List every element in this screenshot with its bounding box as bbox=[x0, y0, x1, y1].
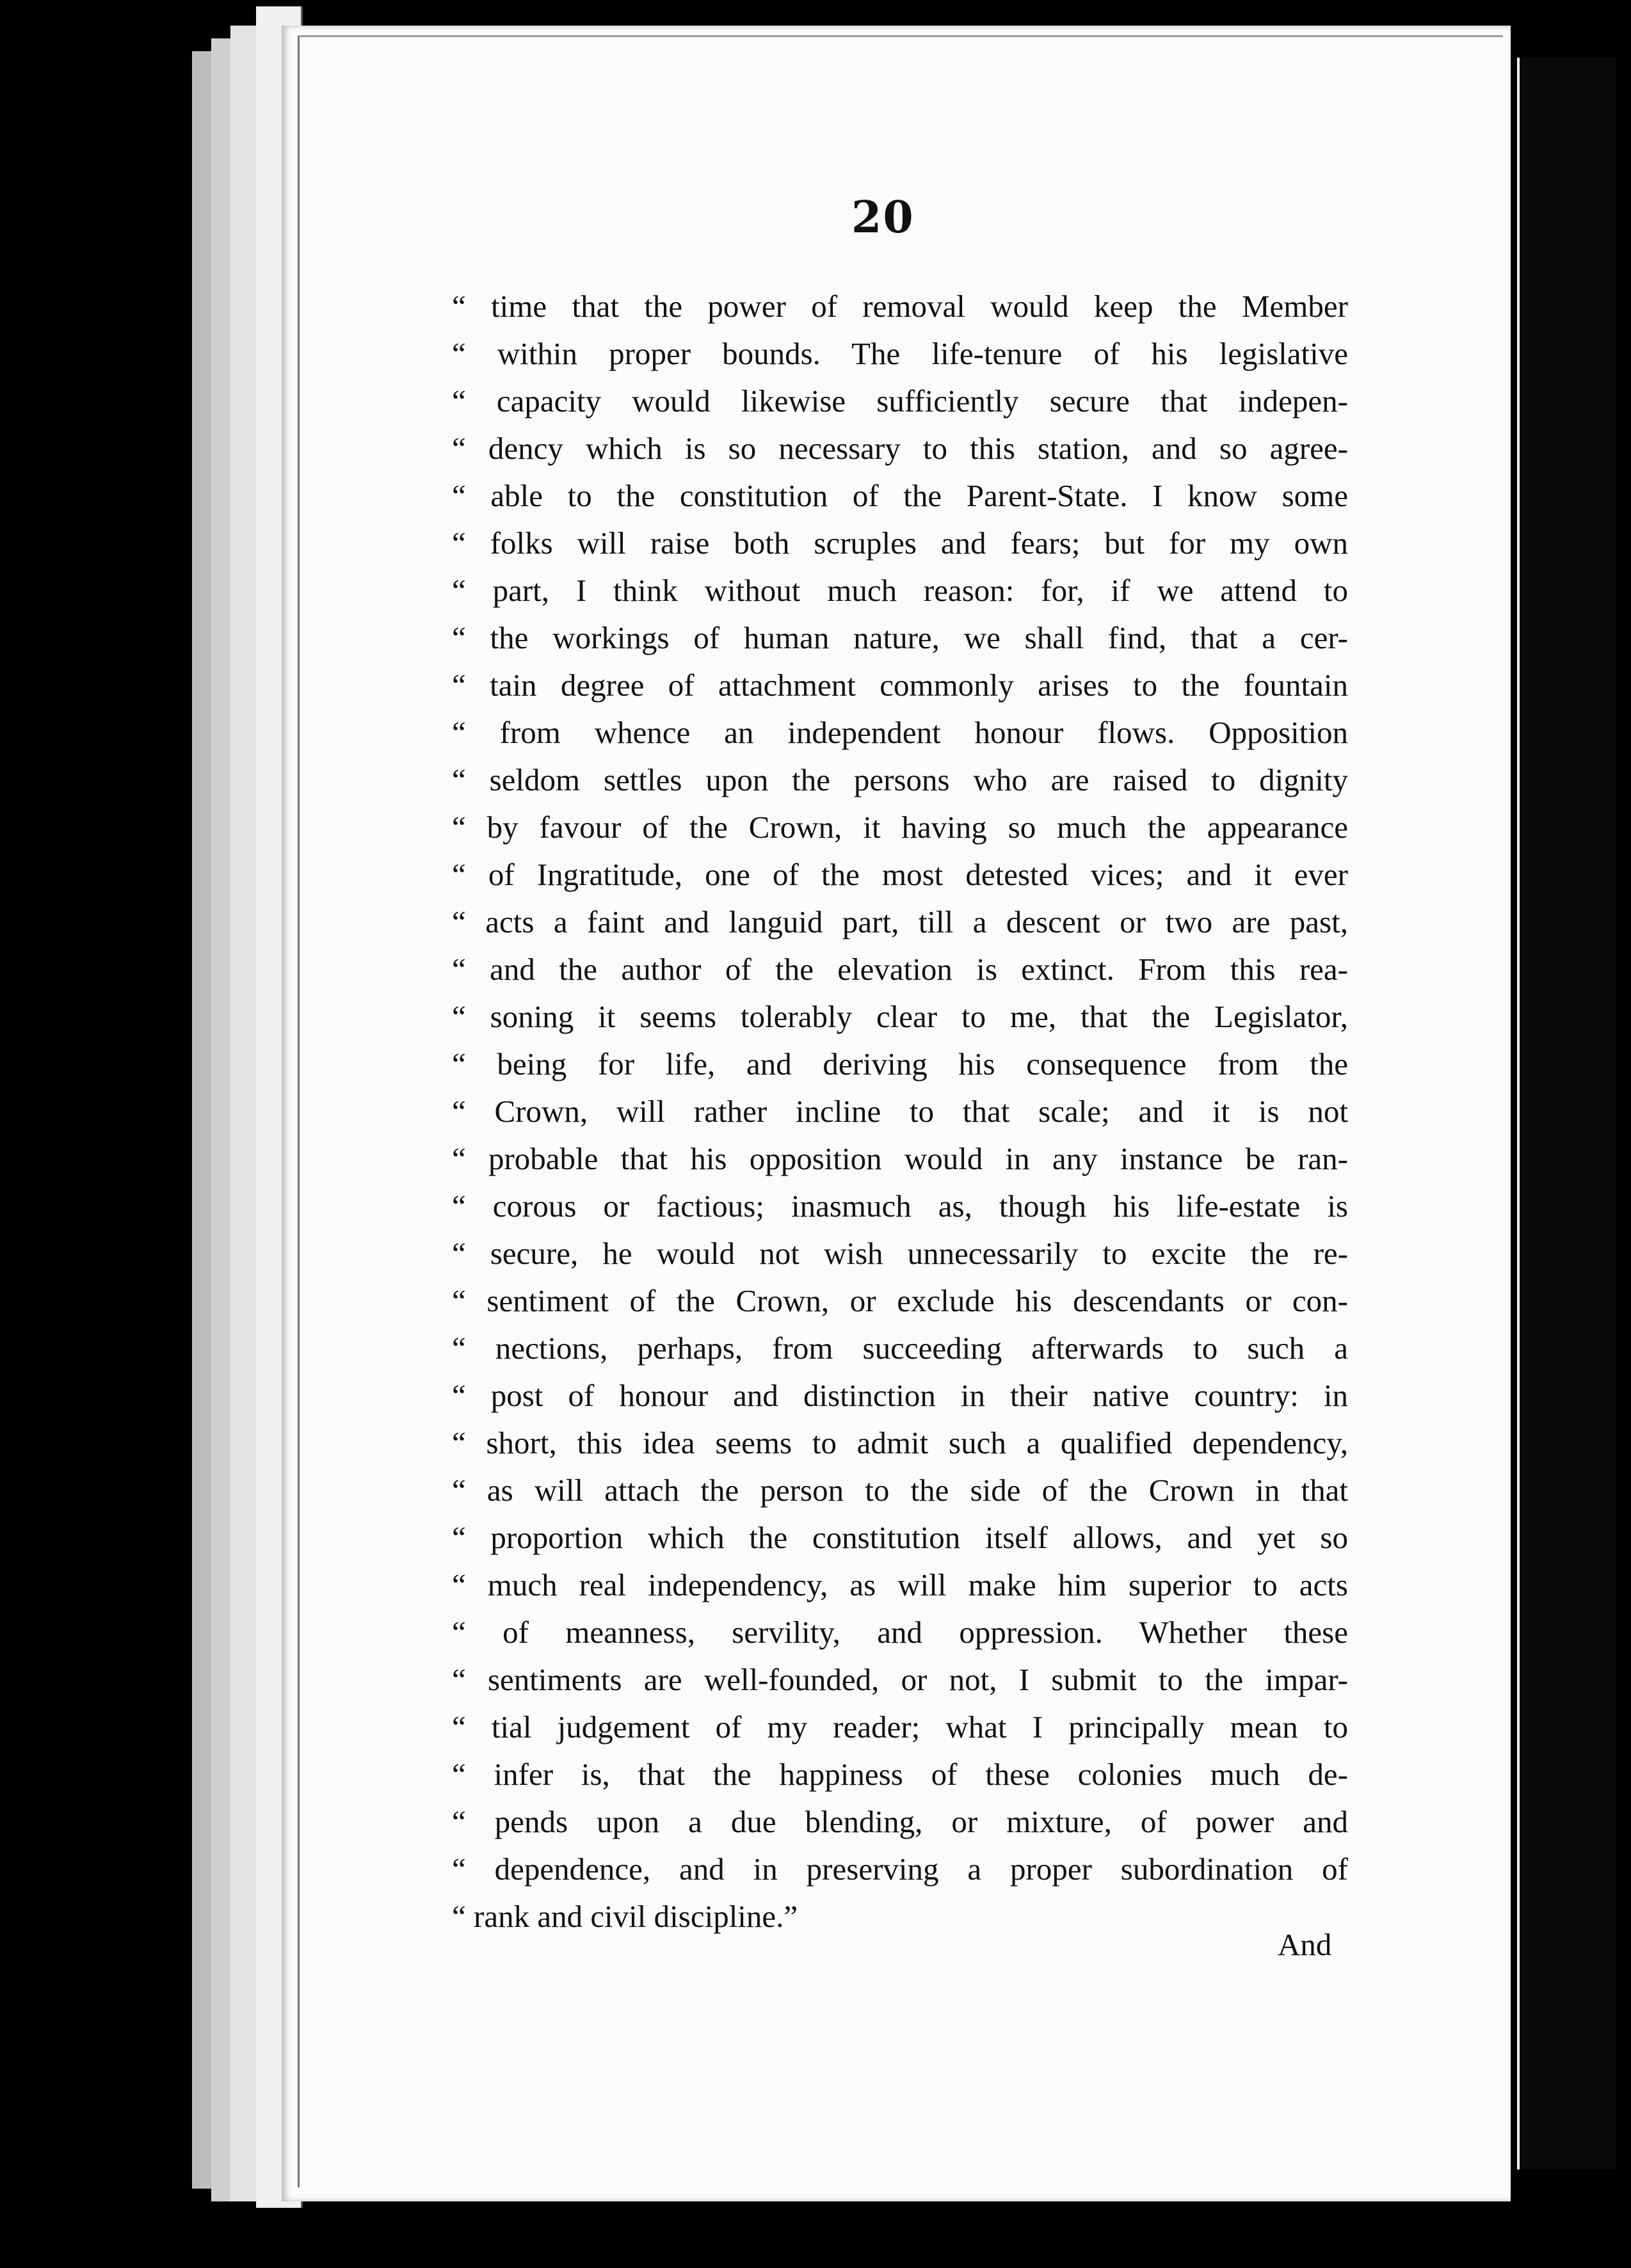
text-line: “ secure, he would not wish unnecessarily to excite the re- bbox=[452, 1236, 1348, 1271]
text-line: “ dependence, and in preserving a proper subordination of bbox=[452, 1851, 1348, 1887]
catchword: And bbox=[1278, 1927, 1332, 1962]
text-line: “ from whence an independent honour flows. Opposition bbox=[452, 715, 1348, 750]
text-line: “ as will attach the person to the side of the Crown in that bbox=[452, 1473, 1348, 1508]
text-line: “ post of honour and distinction in their native country: in bbox=[452, 1378, 1348, 1413]
text-line: “ being for life, and deriving his consequence from the bbox=[452, 1046, 1348, 1082]
text-line: “ sentiment of the Crown, or exclude his descendants or con- bbox=[452, 1283, 1348, 1318]
text-line: “ corous or factious; inasmuch as, though his life-estate is bbox=[452, 1188, 1348, 1224]
text-line: “ nections, perhaps, from succeeding afterwards to such a bbox=[452, 1330, 1348, 1366]
text-line: “ rank and civil discipline.” bbox=[452, 1899, 798, 1934]
text-line: “ part, I think without much reason: for, if we attend to bbox=[452, 573, 1348, 608]
body-text bbox=[452, 283, 1348, 1940]
text-line: “ of Ingratitude, one of the most detested vices; and it ever bbox=[452, 857, 1348, 892]
text-line: “ much real independency, as will make him superior to acts bbox=[452, 1567, 1348, 1602]
text-line: “ folks will raise both scruples and fears; but for my own bbox=[452, 525, 1348, 561]
text-line: “ infer is, that the happiness of these colonies much de- bbox=[452, 1757, 1348, 1792]
text-line: “ acts a faint and languid part, till a descent or two are past, bbox=[452, 904, 1348, 939]
page-number: 20 bbox=[851, 192, 915, 243]
text-line: “ capacity would likewise sufficiently secure that indepen- bbox=[452, 383, 1348, 419]
text-line: “ soning it seems tolerably clear to me, that the Legislator, bbox=[452, 999, 1348, 1034]
text-line: “ sentiments are well-founded, or not, I submit to the impar- bbox=[452, 1662, 1348, 1697]
text-line: “ the workings of human nature, we shall find, that a cer- bbox=[452, 620, 1348, 655]
text-line: “ within proper bounds. The life-tenure of his legislative bbox=[452, 336, 1348, 371]
facing-page-edge bbox=[1517, 58, 1616, 2169]
text-line: “ of meanness, servility, and oppression. Whether these bbox=[452, 1615, 1348, 1650]
text-line: “ and the author of the elevation is extinct. From this rea- bbox=[452, 952, 1348, 987]
text-line: “ by favour of the Crown, it having so much the appearance bbox=[452, 810, 1348, 845]
text-line: “ Crown, will rather incline to that scale; and it is not bbox=[452, 1094, 1348, 1129]
text-line: “ seldom settles upon the persons who are raised to dignity bbox=[452, 762, 1348, 797]
text-line: “ probable that his opposition would in any instance be ran- bbox=[452, 1141, 1348, 1176]
text-line: “ short, this idea seems to admit such a qualified dependency, bbox=[452, 1425, 1348, 1460]
text-line: “ tial judgement of my reader; what I principally mean to bbox=[452, 1709, 1348, 1745]
text-line: “ able to the constitution of the Parent-State. I know some bbox=[452, 478, 1348, 513]
text-line: “ dency which is so necessary to this station, and so agree- bbox=[452, 431, 1348, 466]
text-line: “ tain degree of attachment commonly arises to the fountain bbox=[452, 667, 1348, 703]
text-line: “ proportion which the constitution itself allows, and yet so bbox=[452, 1520, 1348, 1555]
text-line: “ pends upon a due blending, or mixture, of power and bbox=[452, 1804, 1348, 1839]
text-line: “ time that the power of removal would keep the Member bbox=[452, 289, 1348, 324]
